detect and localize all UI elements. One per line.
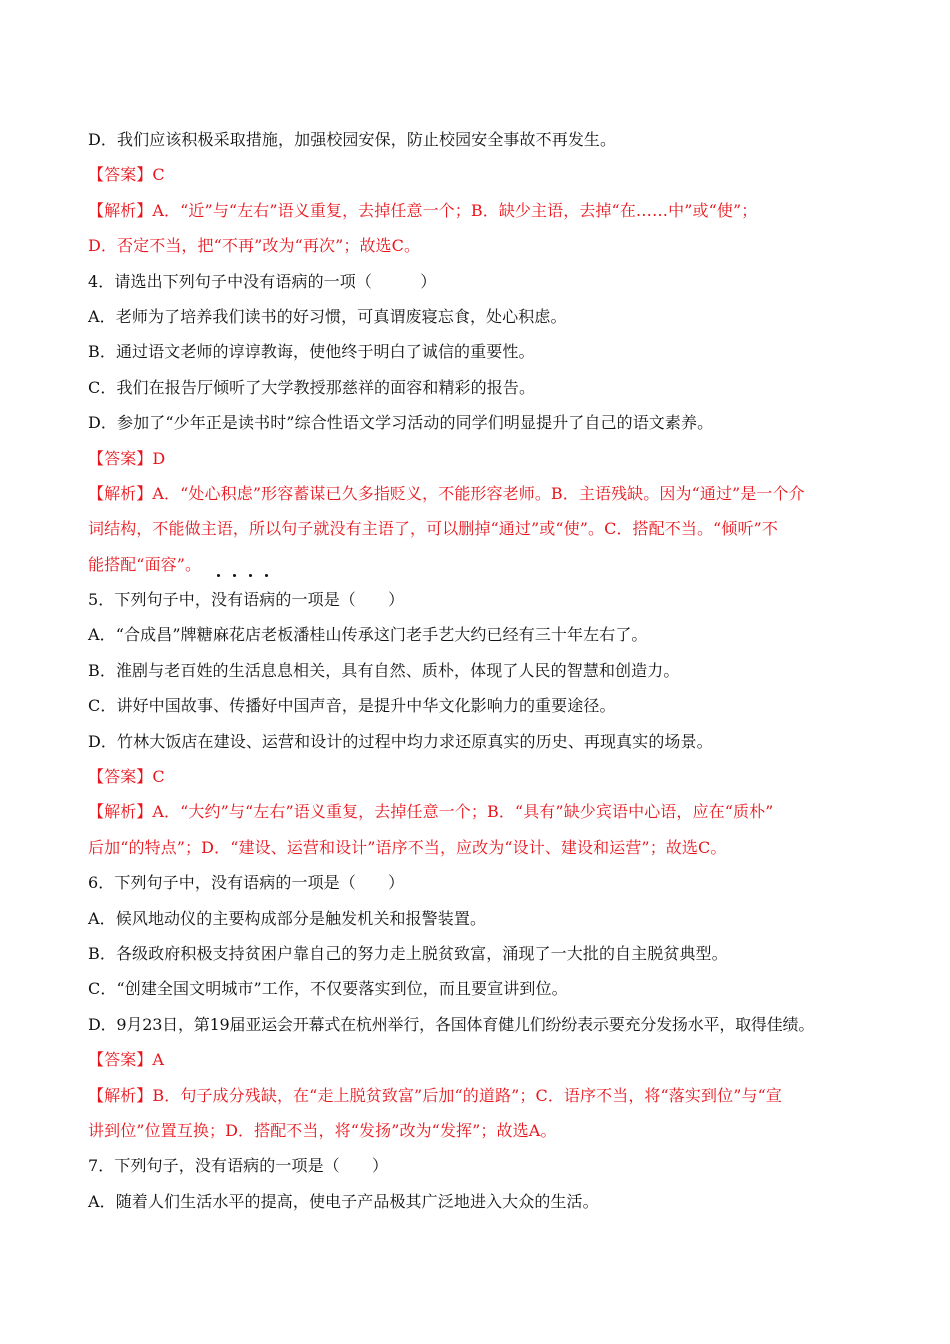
option-line: B．各级政府积极支持贫困户靠自己的努力走上脱贫致富，涌现了一大批的自主脱贫典型。 [88, 943, 728, 963]
question-line: 6．下列句子中，没有语病的一项是（ ） [88, 873, 405, 893]
analysis-line: 【解析】B．句子成分残缺，在“走上脱贫致富”后加“的道路”；C．语序不当，将“落实到位”与“宣 [88, 1085, 782, 1105]
analysis-line: 【解析】A．“近”与“左右”语义重复，去掉任意一个；B．缺少主语，去掉“在……中”或“使”； [88, 200, 758, 220]
option-line: C．我们在报告厅倾听了大学教授那慈祥的面容和精彩的报告。 [88, 377, 536, 397]
answer-line [88, 157, 868, 192]
answer-tag: 【答案】 [88, 1050, 153, 1070]
option-line: D．我们应该积极采取措施，加强校园安保，防止校园安全事故不再发生。 [88, 130, 617, 149]
question-suffix: 的一项是（ ） [275, 590, 405, 610]
option-line: C．“创建全国文明城市”工作，不仅要落实到位，而且要宣讲到位。 [88, 979, 568, 999]
emphasis-text [211, 582, 275, 617]
answer-tag: 【答案】 [88, 448, 153, 468]
question-line [88, 582, 868, 617]
analysis-line: 【解析】A．“处心积虑”形容蓄谋已久多指贬义，不能形容老师。B．主语残缺。因为“通过”是一个介 [88, 483, 805, 503]
analysis-line: 【解析】A．“大约”与“左右”语义重复，去掉任意一个；B．“具有”缺少宾语中心语，应在“质朴” [88, 802, 774, 822]
document-content [88, 122, 868, 1219]
analysis-line: 讲到位”位置互换；D．搭配不当，将“发扬”改为“发挥”；故选A。 [88, 1120, 557, 1140]
answer-value: C [152, 767, 165, 787]
question-prefix: 5．下列句子中， [88, 590, 211, 610]
answer-tag: 【答案】 [88, 767, 153, 787]
answer-value: D [152, 448, 166, 468]
analysis-line: 后加“的特点”；D．“建设、运营和设计”语序不当，应改为“设计、建设和运营”；故选C。 [88, 837, 727, 857]
answer-line [88, 759, 868, 794]
question-line: 7．下列句子，没有语病的一项是（ ） [88, 1156, 389, 1176]
answer-value: A [152, 1050, 165, 1070]
option-line: A．随着人们生活水平的提高，使电子产品极其广泛地进入大众的生活。 [88, 1191, 599, 1211]
option-line: C．讲好中国故事、传播好中国声音，是提升中华文化影响力的重要途径。 [88, 696, 616, 716]
answer-line [88, 441, 868, 476]
answer-line [88, 1042, 868, 1077]
option-line: D．竹林大饭店在建设、运营和设计的过程中均力求还原真实的历史、再现真实的场景。 [88, 731, 713, 751]
analysis-line: D．否定不当，把“不再”改为“再次”；故选C。 [88, 236, 421, 256]
option-line: A．老师为了培养我们读书的好习惯，可真谓废寝忘食，处心积虑。 [88, 306, 567, 326]
option-line: D．9月23日，第19届亚运会开幕式在杭州举行，各国体育健儿们纷纷表示要充分发扬水平，取得佳绩。 [88, 1014, 815, 1034]
answer-value: C [152, 165, 165, 185]
emphasis-text-content: 没有语病 [210, 590, 276, 610]
option-line: A．“合成昌”牌糖麻花店老板潘桂山传承这门老手艺大约已经有三十年左右了。 [88, 625, 648, 645]
answer-tag: 【答案】 [88, 165, 153, 185]
option-line: A．候风地动仪的主要构成部分是触发机关和报警装置。 [88, 908, 487, 928]
option-line: B．淮剧与老百姓的生活息息相关，具有自然、质朴，体现了人民的智慧和创造力。 [88, 660, 680, 680]
analysis-line: 能搭配“面容”。 [88, 554, 202, 574]
analysis-line: 词结构，不能做主语，所以句子就没有主语了，可以删掉“通过”或“使”。C．搭配不当。“倾听”不 [88, 519, 778, 539]
question-line: 4．请选出下列句子中没有语病的一项（ ） [88, 271, 437, 291]
option-line: D．参加了“少年正是读书时”综合性语文学习活动的同学们明显提升了自己的语文素养。 [88, 413, 714, 433]
option-line: B．通过语文老师的谆谆教诲，使他终于明白了诚信的重要性。 [88, 342, 535, 362]
